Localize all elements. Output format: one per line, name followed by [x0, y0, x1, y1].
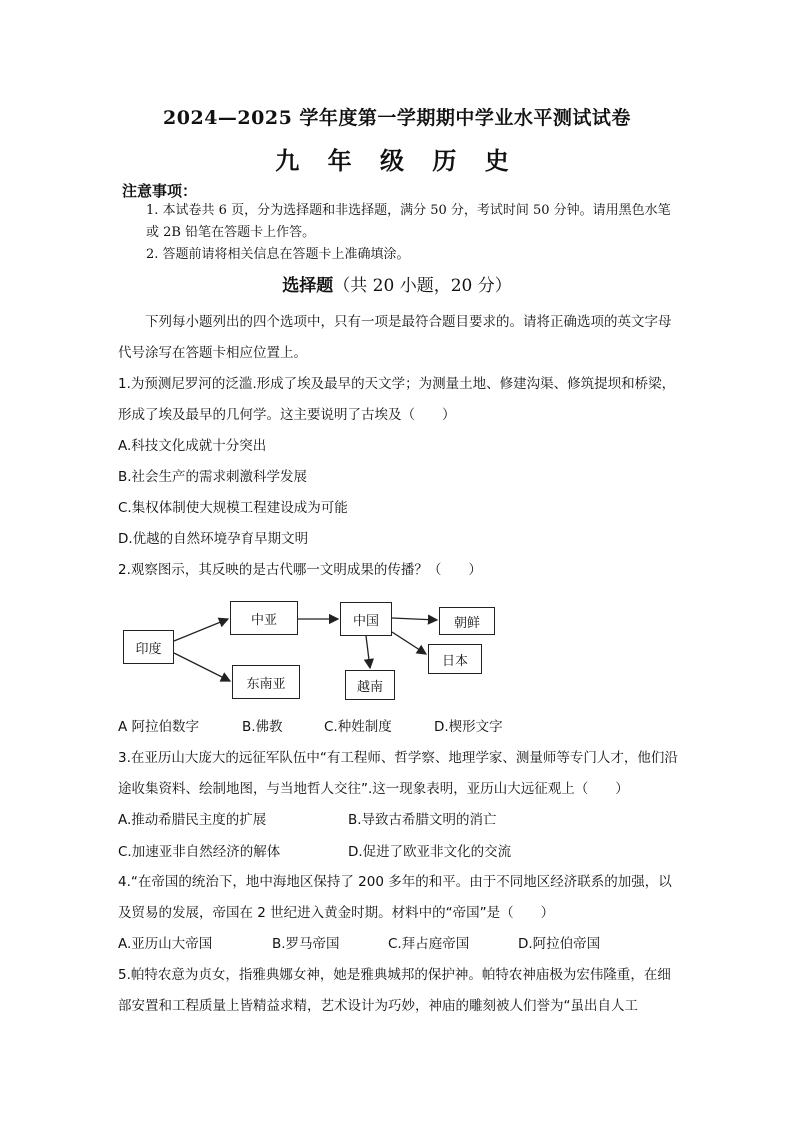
- diagram-node-japan: 日本: [428, 644, 482, 674]
- question-1-option-a: A.科技文化成就十分突出: [118, 438, 267, 454]
- question-3-options-row-1: [118, 810, 678, 830]
- question-2-option-d: D.楔形文字: [434, 719, 503, 735]
- exam-title: 2024—2025 学年度第一学期期中学业水平测试试卷: [163, 107, 631, 129]
- question-4-options: [118, 934, 678, 954]
- question-2-stem: 2.观察图示，其反映的是古代哪一文明成果的传播？（ ）: [118, 562, 482, 578]
- question-1-option-b: B.社会生产的需求刺激科学发展: [118, 469, 308, 485]
- arrow-china-japan: [392, 632, 426, 654]
- question-2-option-a: A 阿拉伯数字: [118, 719, 200, 735]
- question-3-option-a: A.推动希腊民主度的扩展: [118, 812, 267, 828]
- question-3-options-row-2: [118, 842, 678, 862]
- section-name: 选择题: [282, 276, 334, 296]
- notes-heading: 注意事项：: [122, 182, 198, 200]
- diagram-node-vietnam: 越南: [345, 670, 395, 700]
- diagram-node-korea: 朝鲜: [439, 607, 495, 635]
- question-2-option-c: C.种姓制度: [324, 719, 392, 735]
- question-3-option-d: D.促进了欧亚非文化的交流: [348, 844, 512, 860]
- arrow-china-korea: [392, 618, 437, 620]
- question-2-option-b: B.佛教: [242, 719, 283, 735]
- diagram-node-southeast-asia: 东南亚: [232, 665, 300, 699]
- question-1-stem: 1.为预测尼罗河的泛滥.形成了埃及最早的天文学；为测量土地、修建沟渠、修筑提坝和桥梁，形成了埃及最早的几何学。这主要说明了古埃及（ ）: [118, 376, 676, 423]
- question-4-stem: 4.“在帝国的统治下，地中海地区保持了 200 多年的和平。由于不同地区经济联系的加强，以及贸易的发展，帝国在 2 世纪进入黄金时期。材料中的“帝国”是（ ）: [118, 874, 672, 921]
- question-2-options: [118, 717, 678, 737]
- question-3-option-c: C.加速亚非自然经济的解体: [118, 844, 281, 860]
- arrow-china-vietnam: [366, 636, 370, 668]
- question-5-stem: 5.帕特农意为贞女，指雅典娜女神，她是雅典城邦的保护神。帕特农神庙极为宏伟隆重，在细部安置和工程质量上皆精益求精，艺术设计为巧妙，神庙的雕刻被人们誉为“虽出自人工: [118, 967, 671, 1014]
- arrow-india-central-asia: [174, 619, 228, 641]
- arrow-india-southeast-asia: [174, 653, 230, 681]
- question-4-option-c: C.拜占庭帝国: [388, 936, 470, 952]
- section-detail: （共 20 小题，20 分）: [333, 276, 512, 296]
- question-4-option-a: A.亚历山大帝国: [118, 936, 213, 952]
- diagram-node-central-asia: 中亚: [230, 601, 298, 635]
- diagram-node-china: 中国: [340, 602, 392, 636]
- question-3-option-b: B.导致古希腊文明的消亡: [348, 812, 497, 828]
- section-instruction: 下列每小题列出的四个选项中，只有一项是最符合题目要求的。请将正确选项的英文字母代号涂写在答题卡相应位置上。: [118, 314, 672, 361]
- question-4-option-b: B.罗马帝国: [272, 936, 340, 952]
- note-item-2: 2. 答题前请将相关信息在答题卡上准确填涂。: [146, 247, 410, 262]
- note-item-1: 1. 本试卷共 6 页，分为选择题和非选择题，满分 50 分，考试时间 50 分钟。请用黑色水笔或 2B 铅笔在答题卡上作答。: [146, 203, 671, 240]
- question-4-option-d: D.阿拉伯帝国: [518, 936, 601, 952]
- diagram-node-india: 印度: [123, 630, 174, 664]
- question-3-stem: 3.在亚历山大庞大的远征军队伍中“有工程师、哲学察、地理学家、测量师等专门人才，他们沿途收集资料、绘制地图，与当地哲人交往”.这一现象表明，亚历山大远征观上（ ）: [118, 750, 678, 797]
- subject-title: 九 年 级 历 史: [275, 146, 519, 175]
- question-1-option-c: C.集权体制使大规模工程建设成为可能: [118, 500, 348, 516]
- question-1-option-d: D.优越的自然环境孕育早期文明: [118, 531, 309, 547]
